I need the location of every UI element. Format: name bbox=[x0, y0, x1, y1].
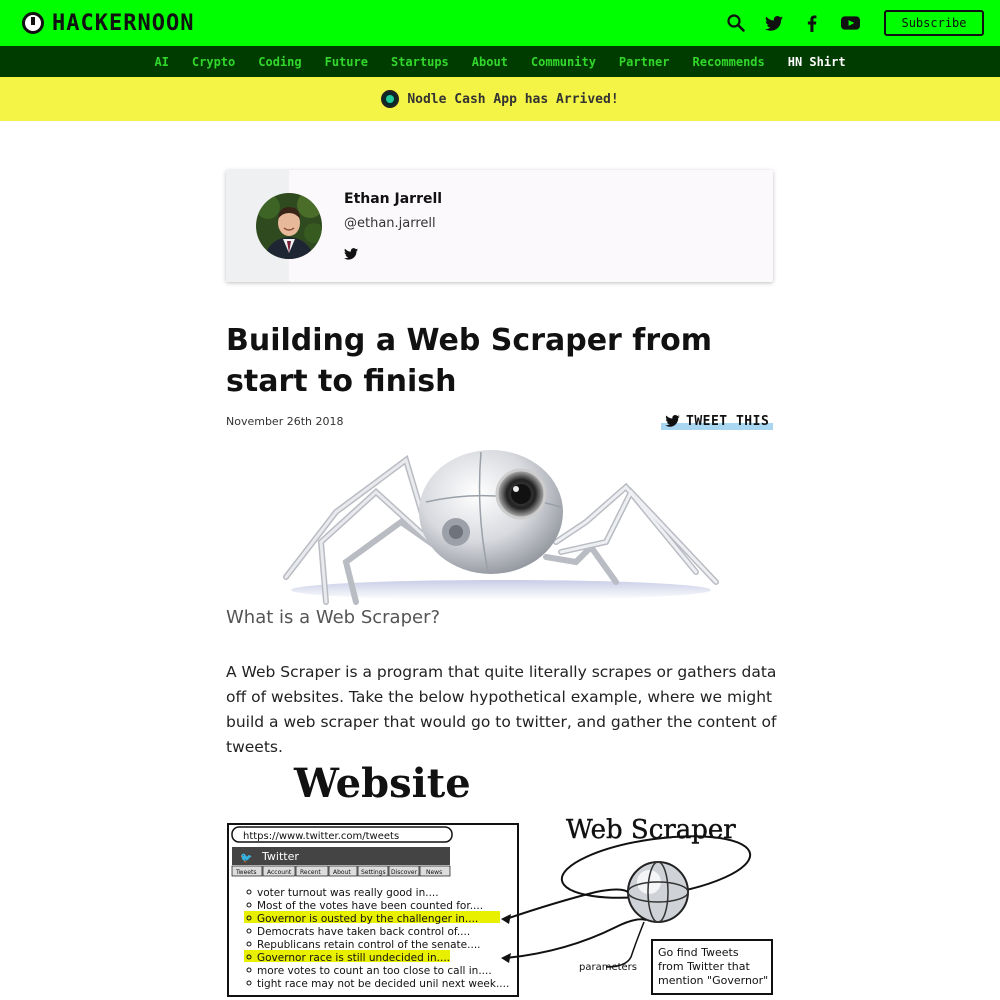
tweet-row: Republicans retain control of the senate.... bbox=[257, 939, 481, 951]
category-nav bbox=[0, 46, 1000, 77]
tweet-row: Democrats have taken back control of.... bbox=[257, 926, 471, 938]
article-paragraph: A Web Scraper is a program that quite literally scrapes or gathers data off of websites. Take the below hypothetical example, where we might build a web scraper that would go to twitter, and gather the content of tweets. bbox=[226, 663, 777, 756]
author-card bbox=[226, 170, 773, 282]
tweet-row: Most of the votes have been counted for.... bbox=[257, 900, 484, 912]
nav-item-community[interactable]: Community bbox=[530, 54, 596, 69]
svg-text:Tweets: Tweets bbox=[236, 869, 257, 876]
diagram-note-line-1: Go find Tweets bbox=[658, 946, 739, 959]
hero-image-robot-spider bbox=[226, 432, 774, 610]
brand-logo[interactable] bbox=[22, 11, 194, 36]
article-subheading: What is a Web Scraper? bbox=[226, 607, 441, 628]
youtube-icon[interactable] bbox=[840, 13, 860, 33]
svg-text:News: News bbox=[426, 869, 443, 876]
nav-item-hn-shirt[interactable]: HN Shirt bbox=[787, 54, 846, 69]
subscribe-button[interactable]: Subscribe bbox=[884, 10, 984, 36]
tweet-row: tight race may not be decided unil next week.... bbox=[257, 978, 510, 990]
tweet-row-highlighted: Governor is ousted by the challenger in.... bbox=[257, 913, 479, 925]
diagram-scraper-title: Web Scraper bbox=[566, 815, 736, 845]
diagram-website-title: Website bbox=[294, 760, 471, 807]
diagram-tabs bbox=[232, 866, 450, 876]
nav-item-crypto[interactable]: Crypto bbox=[191, 54, 236, 69]
article-date: November 26th 2018 bbox=[226, 415, 344, 428]
diagram-parameters-label: parameters bbox=[579, 962, 638, 973]
search-icon[interactable] bbox=[726, 13, 746, 33]
nodle-logo-icon bbox=[381, 90, 399, 108]
author-name[interactable]: Ethan Jarrell bbox=[344, 191, 443, 207]
nav-item-recommends[interactable]: Recommends bbox=[692, 54, 765, 69]
diagram-scraper-ball-icon bbox=[628, 862, 688, 922]
facebook-icon[interactable] bbox=[802, 13, 822, 33]
twitter-icon bbox=[665, 415, 680, 427]
svg-text:Discover: Discover bbox=[391, 869, 418, 876]
diagram-site-name: Twitter bbox=[262, 850, 299, 863]
article-title: Building a Web Scraper from start to finish bbox=[226, 323, 713, 399]
logo-mark-icon bbox=[22, 12, 44, 34]
nav-item-partner[interactable]: Partner bbox=[618, 54, 670, 69]
tweet-row: more votes to count an too close to call in.... bbox=[257, 965, 492, 977]
svg-text:Settings: Settings bbox=[361, 869, 386, 876]
diagram-twitter-bird-icon: 🐦 bbox=[240, 853, 253, 864]
svg-text:Recent: Recent bbox=[300, 869, 321, 876]
tweet-row-highlighted: Governor race is still undecided in.... bbox=[257, 952, 450, 964]
avatar[interactable] bbox=[256, 193, 322, 259]
diagram-note-line-3: mention "Governor" bbox=[658, 974, 769, 987]
diagram-tweet-list bbox=[244, 887, 509, 990]
author-twitter-icon[interactable] bbox=[344, 245, 358, 257]
top-bar bbox=[0, 0, 1000, 46]
nav-item-startups[interactable]: Startups bbox=[390, 54, 449, 69]
brand-name: HACKERNOON bbox=[52, 10, 195, 36]
tweet-this-label: TWEET THIS bbox=[686, 413, 770, 429]
nav-item-coding[interactable]: Coding bbox=[258, 54, 302, 69]
nav-item-about[interactable]: About bbox=[471, 54, 508, 69]
author-handle[interactable]: @ethan.jarrell bbox=[344, 216, 436, 231]
web-scraper-diagram bbox=[226, 752, 778, 1000]
diagram-note-line-2: from Twitter that bbox=[658, 960, 750, 973]
tweet-row: voter turnout was really good in.... bbox=[257, 887, 439, 899]
diagram-url: https://www.twitter.com/tweets bbox=[243, 831, 400, 842]
nav-item-ai[interactable]: AI bbox=[154, 54, 169, 69]
nav-item-future[interactable]: Future bbox=[324, 54, 368, 69]
svg-text:About: About bbox=[333, 869, 351, 876]
svg-text:Account: Account bbox=[267, 869, 292, 876]
tweet-this-button[interactable] bbox=[661, 412, 773, 430]
twitter-icon[interactable] bbox=[764, 13, 784, 33]
promo-banner[interactable] bbox=[0, 77, 1000, 121]
promo-banner-text: Nodle Cash App has Arrived! bbox=[407, 91, 619, 107]
